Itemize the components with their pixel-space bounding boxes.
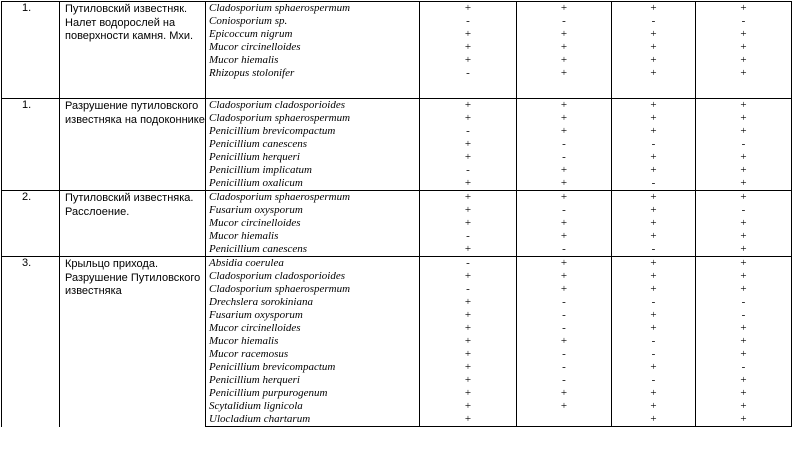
mark-cell: - (517, 361, 612, 374)
mark-cell: + (517, 67, 612, 80)
mark-cell: + (420, 99, 517, 113)
mark-cell: - (420, 257, 517, 271)
mark-cell: - (517, 296, 612, 309)
mark-cell: - (612, 348, 696, 361)
mark-cell: + (696, 230, 792, 243)
mark-cell: + (696, 257, 792, 271)
mark-cell: + (696, 125, 792, 138)
mark-cell: + (420, 41, 517, 54)
species-name: Penicillium canescens (206, 138, 420, 151)
mark-cell: + (696, 243, 792, 257)
species-name: Cladosporium cladosporioides (206, 99, 420, 113)
mark-cell: - (517, 243, 612, 257)
species-name: Drechslera sorokiniana (206, 296, 420, 309)
mark-cell: + (420, 413, 517, 427)
mark-cell: + (696, 374, 792, 387)
mark-cell: - (420, 164, 517, 177)
mark-cell: - (696, 361, 792, 374)
mark-cell: - (696, 204, 792, 217)
table-row (2, 257, 792, 271)
mark-cell: + (612, 413, 696, 427)
mark-cell: + (696, 348, 792, 361)
mark-cell: + (420, 191, 517, 205)
mark-cell: + (696, 99, 792, 113)
mark-cell: + (696, 151, 792, 164)
mark-cell: + (612, 54, 696, 67)
mark-cell: + (420, 296, 517, 309)
mark-cell: - (517, 204, 612, 217)
mark-cell: + (612, 204, 696, 217)
mark-cell: + (612, 2, 696, 16)
mark-cell: + (517, 257, 612, 271)
mark-cell: + (696, 335, 792, 348)
species-name: Penicillium canescens (206, 243, 420, 257)
mark-cell: + (612, 283, 696, 296)
mark-cell: + (517, 400, 612, 413)
mark-cell: + (612, 387, 696, 400)
mark-cell: - (696, 296, 792, 309)
mark-cell: + (612, 217, 696, 230)
mark-cell: + (696, 387, 792, 400)
empty-cell (696, 80, 792, 99)
mark-cell: + (696, 400, 792, 413)
species-name: Cladosporium sphaerospermum (206, 112, 420, 125)
species-name: Cladosporium sphaerospermum (206, 191, 420, 205)
mark-cell: - (612, 296, 696, 309)
species-name: Penicillium herqueri (206, 374, 420, 387)
mark-cell: + (612, 400, 696, 413)
mark-cell: + (517, 335, 612, 348)
empty-cell (420, 80, 517, 99)
mark-cell: + (696, 67, 792, 80)
mark-cell: + (612, 230, 696, 243)
mark-cell: + (517, 177, 612, 191)
table-body (2, 2, 792, 427)
mark-cell: + (420, 151, 517, 164)
species-name: Cladosporium cladosporioides (206, 270, 420, 283)
mark-cell: - (696, 15, 792, 28)
mark-cell: - (517, 309, 612, 322)
species-table (1, 1, 792, 427)
mark-cell: - (612, 374, 696, 387)
group-number: 1. (2, 2, 60, 99)
table-row (2, 2, 792, 16)
mark-cell: + (612, 191, 696, 205)
mark-cell: - (612, 138, 696, 151)
mark-cell: + (612, 67, 696, 80)
empty-cell (517, 80, 612, 99)
species-name: Coniosporium sp. (206, 15, 420, 28)
mark-cell: - (420, 15, 517, 28)
mark-cell: + (420, 28, 517, 41)
mark-cell: + (517, 230, 612, 243)
mark-cell: + (517, 164, 612, 177)
mark-cell: + (696, 112, 792, 125)
mark-cell: + (612, 309, 696, 322)
mark-cell: - (696, 309, 792, 322)
mark-cell: + (420, 374, 517, 387)
mark-cell (517, 413, 612, 427)
group-description: Путиловский известняк. Налет водорослей на поверхности камня. Мхи. (60, 2, 206, 99)
mark-cell: + (696, 41, 792, 54)
mark-cell: - (517, 348, 612, 361)
mark-cell: + (612, 41, 696, 54)
species-name: Mucor circinelloides (206, 322, 420, 335)
mark-cell: + (517, 270, 612, 283)
mark-cell: + (420, 243, 517, 257)
mark-cell: + (696, 2, 792, 16)
mark-cell: + (420, 204, 517, 217)
empty-cell (206, 80, 420, 99)
mark-cell: + (517, 54, 612, 67)
mark-cell: + (517, 28, 612, 41)
species-name: Penicillium brevicompactum (206, 125, 420, 138)
mark-cell: + (612, 257, 696, 271)
mark-cell: + (612, 270, 696, 283)
species-name: Mucor hiemalis (206, 230, 420, 243)
species-name: Penicillium implicatum (206, 164, 420, 177)
mark-cell: + (612, 112, 696, 125)
group-number: 3. (2, 257, 60, 427)
species-name: Fusarium oxysporum (206, 309, 420, 322)
mark-cell: + (612, 99, 696, 113)
species-name: Penicillium oxalicum (206, 177, 420, 191)
mark-cell: + (612, 125, 696, 138)
mark-cell: + (517, 191, 612, 205)
species-name: Scytalidium lignicola (206, 400, 420, 413)
mark-cell: - (420, 283, 517, 296)
species-name: Ulocladium chartarum (206, 413, 420, 427)
mark-cell: - (517, 138, 612, 151)
mark-cell: + (696, 177, 792, 191)
mark-cell: + (420, 270, 517, 283)
mark-cell: + (612, 164, 696, 177)
mark-cell: - (517, 374, 612, 387)
mark-cell: + (517, 2, 612, 16)
species-name: Fusarium oxysporum (206, 204, 420, 217)
mark-cell: + (517, 41, 612, 54)
mark-cell: + (420, 2, 517, 16)
mark-cell: - (420, 67, 517, 80)
mark-cell: + (517, 283, 612, 296)
mark-cell: - (517, 15, 612, 28)
mark-cell: - (420, 230, 517, 243)
species-name: Penicillium herqueri (206, 151, 420, 164)
species-name: Penicillium purpurogenum (206, 387, 420, 400)
mark-cell: + (517, 217, 612, 230)
mark-cell: - (696, 138, 792, 151)
species-name: Penicillium brevicompactum (206, 361, 420, 374)
mark-cell: + (420, 177, 517, 191)
species-name: Mucor circinelloides (206, 217, 420, 230)
mark-cell: + (696, 413, 792, 427)
species-name: Mucor hiemalis (206, 54, 420, 67)
species-name: Rhizopus stolonifer (206, 67, 420, 80)
mark-cell: + (420, 348, 517, 361)
mark-cell: + (420, 54, 517, 67)
mark-cell: + (517, 112, 612, 125)
mark-cell: + (420, 138, 517, 151)
mark-cell: + (612, 322, 696, 335)
species-name: Mucor circinelloides (206, 41, 420, 54)
species-name: Mucor hiemalis (206, 335, 420, 348)
mark-cell: - (517, 151, 612, 164)
mark-cell: - (517, 322, 612, 335)
mark-cell: - (612, 15, 696, 28)
mark-cell: - (420, 125, 517, 138)
mark-cell: + (420, 361, 517, 374)
mark-cell: + (696, 270, 792, 283)
table-row (2, 99, 792, 113)
mark-cell: - (612, 335, 696, 348)
mark-cell: + (517, 99, 612, 113)
mark-cell: - (612, 243, 696, 257)
mark-cell: + (696, 322, 792, 335)
mark-cell: + (612, 361, 696, 374)
mark-cell: - (612, 177, 696, 191)
mark-cell: + (696, 283, 792, 296)
table-row (2, 191, 792, 205)
species-name: Cladosporium sphaerospermum (206, 283, 420, 296)
mark-cell: + (420, 387, 517, 400)
mark-cell: + (420, 112, 517, 125)
mark-cell: + (696, 54, 792, 67)
mark-cell: + (612, 28, 696, 41)
species-name: Epicoccum nigrum (206, 28, 420, 41)
mark-cell: + (420, 322, 517, 335)
group-number: 2. (2, 191, 60, 257)
empty-cell (612, 80, 696, 99)
mark-cell: + (517, 125, 612, 138)
mark-cell: + (696, 217, 792, 230)
group-description: Крыльцо прихода. Разрушение Путиловского известняка (60, 257, 206, 427)
mark-cell: + (517, 387, 612, 400)
mark-cell: + (420, 217, 517, 230)
group-description: Путиловский известняка. Расслоение. (60, 191, 206, 257)
group-number: 1. (2, 99, 60, 191)
group-description: Разрушение путиловского известняка на подоконнике (60, 99, 206, 191)
mark-cell: + (696, 28, 792, 41)
mark-cell: + (420, 335, 517, 348)
mark-cell: + (420, 309, 517, 322)
mark-cell: + (420, 400, 517, 413)
mark-cell: + (696, 191, 792, 205)
species-name: Cladosporium sphaerospermum (206, 2, 420, 16)
species-name: Absidia coerulea (206, 257, 420, 271)
mark-cell: + (696, 164, 792, 177)
species-name: Mucor racemosus (206, 348, 420, 361)
mark-cell: + (612, 151, 696, 164)
